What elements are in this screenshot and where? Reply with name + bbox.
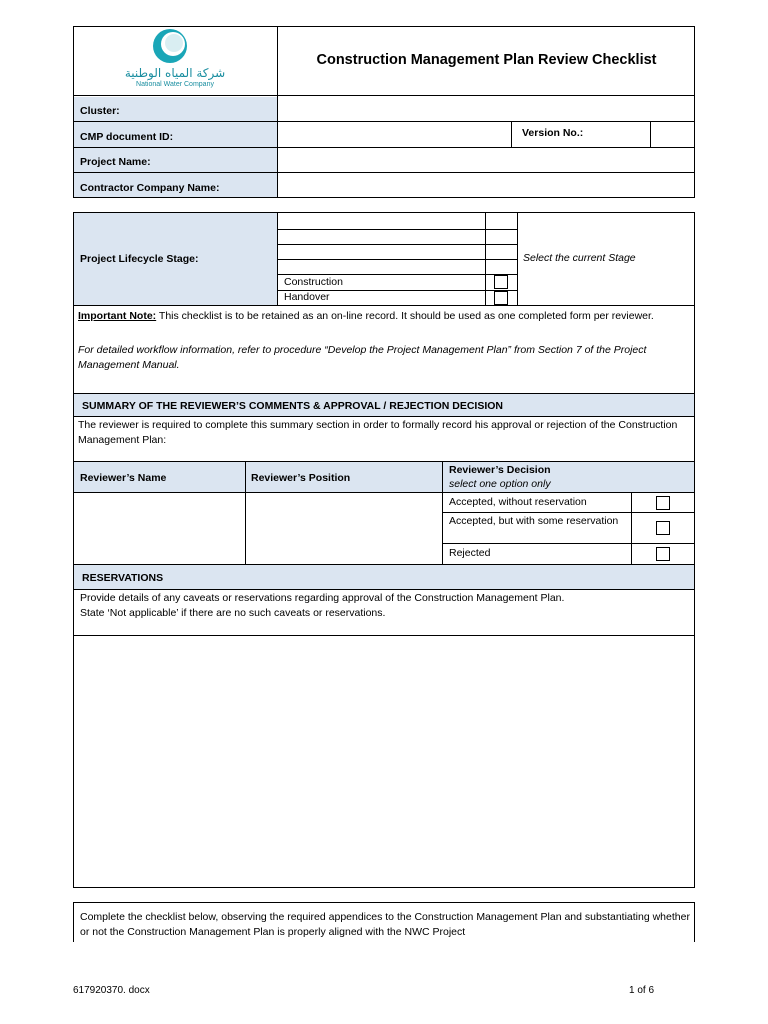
logo-arabic-text: شركة المياه الوطنية xyxy=(124,66,226,80)
row-divider xyxy=(73,305,695,306)
important-note xyxy=(78,309,690,324)
cluster-label-cell xyxy=(74,97,277,121)
summary-heading: SUMMARY OF THE REVIEWER’S COMMENTS & APPROVAL / REJECTION DECISION xyxy=(82,400,504,412)
reservations-text-area[interactable] xyxy=(74,636,694,887)
company-logo xyxy=(120,28,230,92)
footer-filename: 617920370. docx xyxy=(73,985,150,996)
reviewer-name-input[interactable] xyxy=(74,493,244,563)
page-title: Construction Management Plan Review Checklist xyxy=(316,52,657,68)
water-drop-logo-icon xyxy=(152,28,188,64)
col-reviewer-decision: Reviewer’s Decision xyxy=(449,464,551,476)
option-accepted-no-reservation: Accepted, without reservation xyxy=(449,496,587,508)
row-divider xyxy=(277,244,517,245)
contractor-label: Contractor Company Name: xyxy=(80,182,220,194)
cell-divider xyxy=(517,212,518,305)
footer-page-number: 1 of 6 xyxy=(629,985,655,996)
row-divider xyxy=(277,229,517,230)
rejected-checkbox[interactable] xyxy=(656,547,670,561)
lifecycle-label: Project Lifecycle Stage: xyxy=(80,253,199,265)
important-note-text: This checklist is to be retained as an on-line record. It should be used as one completed form per reviewer. xyxy=(156,310,654,322)
reviewer-position-input[interactable] xyxy=(246,493,441,563)
cmp-id-input[interactable] xyxy=(278,122,511,147)
project-name-label-cell xyxy=(74,148,277,172)
reservations-line-2: State ‘Not applicable’ if there are no such caveats or reservations. xyxy=(80,607,386,619)
summary-intro: The reviewer is required to complete this summary section in order to formally record his approval or rejection of the Construction Management Plan: xyxy=(78,419,678,446)
reviewer-header-row xyxy=(74,462,694,492)
summary-heading-bar xyxy=(74,393,694,417)
row-divider xyxy=(277,259,517,260)
accepted-no-reservation-checkbox[interactable] xyxy=(656,496,670,510)
project-name-label: Project Name: xyxy=(80,156,151,168)
checklist-intro: Complete the checklist below, observing the required appendices to the Construction Management Plan and substantiating whether or not the Construction Management Plan is properly aligned with the NWC Project xyxy=(80,911,690,938)
option-accepted-with-reservation: Accepted, but with some reservation xyxy=(449,515,619,527)
cmp-id-label-cell xyxy=(74,122,277,147)
reservations-heading: RESERVATIONS xyxy=(82,572,164,584)
contractor-input[interactable] xyxy=(278,173,694,197)
reservations-heading-bar xyxy=(74,564,694,590)
contractor-label-cell xyxy=(74,173,277,197)
option-rejected: Rejected xyxy=(449,547,491,559)
version-label: Version No.: xyxy=(522,127,584,139)
accepted-with-reservation-checkbox[interactable] xyxy=(656,521,670,535)
cmp-id-label: CMP document ID: xyxy=(80,131,174,143)
lifecycle-label-cell xyxy=(74,213,277,305)
cluster-label: Cluster: xyxy=(80,105,120,117)
col-reviewer-name: Reviewer’s Name xyxy=(80,472,167,484)
cell-divider xyxy=(631,492,632,564)
stage-handover-label: Handover xyxy=(284,291,330,303)
col-decision-subtitle: select one option only xyxy=(449,478,551,490)
version-label-cell xyxy=(512,122,650,147)
cluster-input[interactable] xyxy=(278,97,694,121)
reservations-line-1: Provide details of any caveats or reservations regarding approval of the Construction Management Plan. xyxy=(80,592,565,604)
logo-english-text: National Water Company xyxy=(136,81,214,88)
important-note-title: Important Note: xyxy=(78,310,157,322)
row-divider xyxy=(442,512,695,513)
workflow-note: For detailed workflow information, refer to procedure “Develop the Project Management Plan” from Section 7 of the Project Management Manual. xyxy=(78,344,647,371)
col-reviewer-position: Reviewer’s Position xyxy=(251,472,351,484)
row-divider xyxy=(442,543,695,544)
stage-handover-checkbox[interactable] xyxy=(494,291,508,305)
version-input[interactable] xyxy=(651,122,694,147)
stage-construction-label: Construction xyxy=(284,276,343,288)
project-name-input[interactable] xyxy=(278,148,694,172)
stage-construction-checkbox[interactable] xyxy=(494,275,508,289)
stage-hint: Select the current Stage xyxy=(523,252,636,264)
cell-divider xyxy=(442,462,443,564)
